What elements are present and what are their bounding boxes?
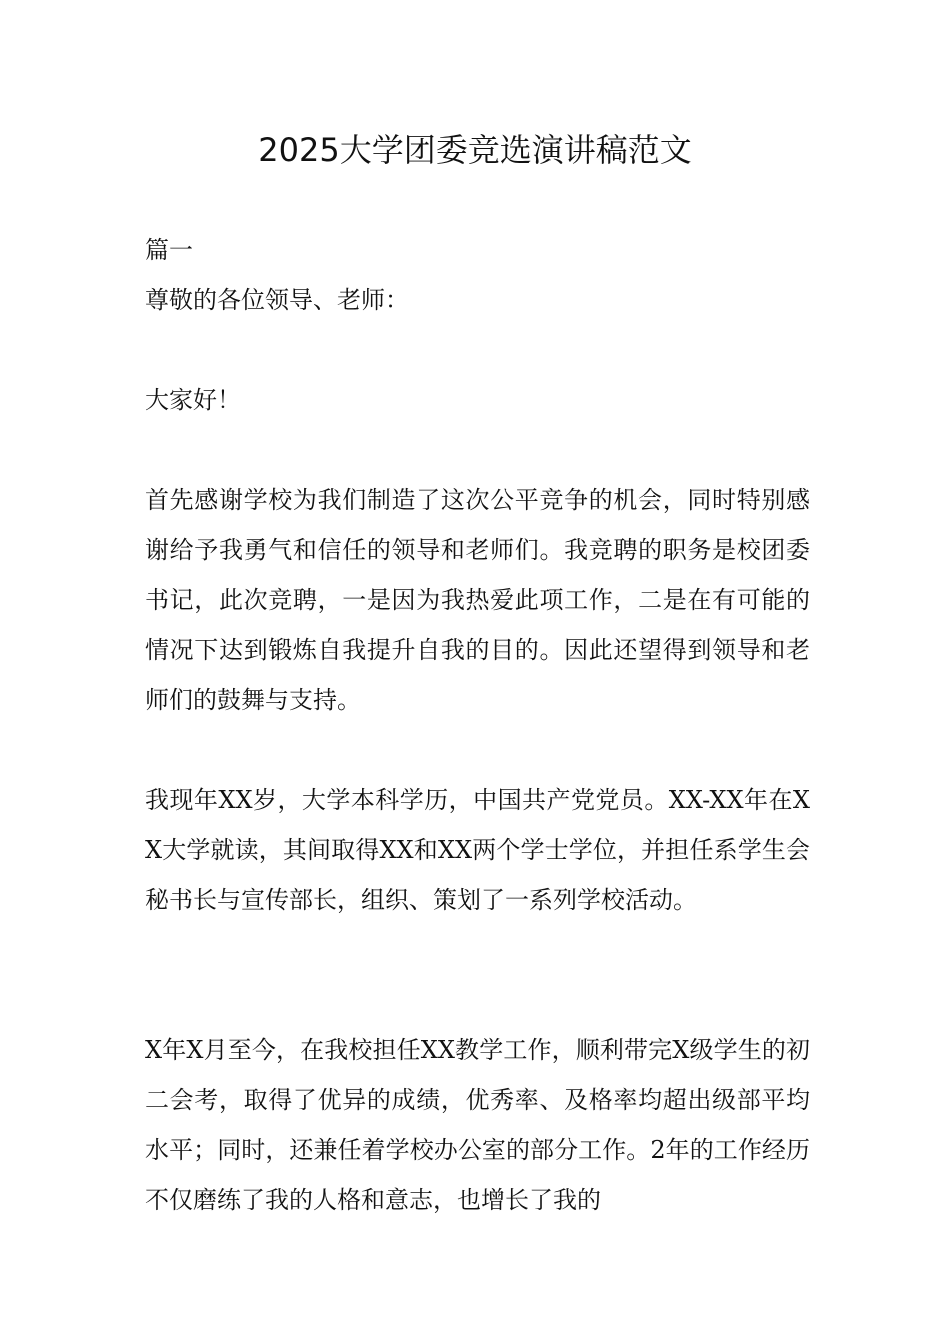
document-title: 2025大学团委竞选演讲稿范文 (258, 131, 692, 169)
paragraph-2: 我现年XX岁，大学本科学历，中国共产党党员。XX-XX年在XX大学就读，其间取得XX和XX两个学士学位，并担任系学生会秘书长与宣传部长，组织、策划了一系列学校活动。 (145, 786, 810, 914)
paragraph-3: X年X月至今，在我校担任XX教学工作，顺利带完X级学生的初二会考，取得了优异的成绩，优秀率、及格率均超出级部平均水平；同时，还兼任着学校办公室的部分工作。2年的工作经历不仅磨练了我的人格和意志，也增长了我的 (145, 1036, 810, 1214)
greeting: 大家好！ (145, 386, 241, 414)
paragraph-1: 首先感谢学校为我们制造了这次公平竞争的机会，同时特别感谢给予我勇气和信任的领导和老师们。我竞聘的职务是校团委书记，此次竞聘，一是因为我热爱此项工作，二是在有可能的情况下达到锻炼自我提升自我的目的。因此还望得到领导和老师们的鼓舞与支持。 (145, 486, 810, 714)
salutation: 尊敬的各位领导、老师： (145, 286, 409, 314)
section-label: 篇一 (145, 236, 193, 264)
